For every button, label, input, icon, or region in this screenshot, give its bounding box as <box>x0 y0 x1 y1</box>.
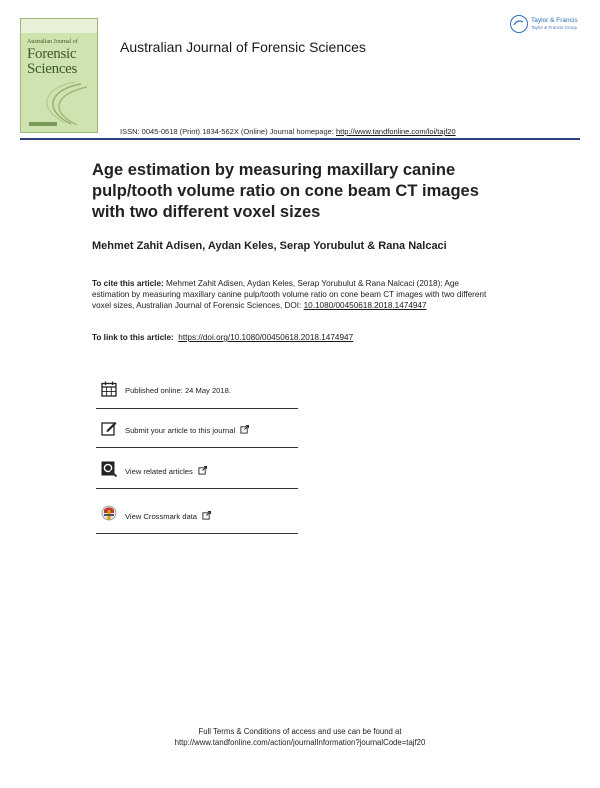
cover-title-line2: Sciences <box>27 61 78 77</box>
related-articles-row[interactable] <box>96 452 298 489</box>
cover-title <box>27 39 97 77</box>
crossmark-link[interactable] <box>125 511 211 521</box>
submit-article-row[interactable] <box>96 411 298 448</box>
article-link-line <box>92 333 353 342</box>
terms-footer <box>0 727 600 748</box>
header-divider <box>20 138 580 140</box>
external-link-icon <box>198 466 207 475</box>
cover-title-line1: Forensic <box>27 46 77 62</box>
journal-cover-image <box>20 18 98 133</box>
issn-line <box>120 127 456 136</box>
published-online-row <box>96 372 298 409</box>
submit-edit-icon <box>100 419 118 437</box>
citation-label: To cite this article: <box>92 279 164 288</box>
publisher-logo-text <box>531 17 578 31</box>
submit-article-link[interactable] <box>125 425 249 435</box>
related-articles-magnifier-icon <box>100 460 118 478</box>
article-title: Age estimation by measuring maxillary canine pulp/tooth volume ratio on cone beam CT images with two different voxel sizes <box>92 161 479 221</box>
cover-small-title: Australian Journal of <box>27 39 78 45</box>
citation-text: Mehmet Zahit Adisen, Aydan Keles, Serap Yorubulut & Rana Nalcaci (2018): Age estimation by measuring maxillary canine pulp/tooth volume ratio on cone beam CT images with two different voxel sizes, Australian Journal of Forensic Sciences, DOI: <box>92 279 487 310</box>
crossmark-text: View Crossmark data <box>125 512 198 521</box>
crossmark-row[interactable] <box>96 497 298 534</box>
cover-publisher-mark <box>29 122 57 126</box>
related-articles-link[interactable] <box>125 466 207 476</box>
footer-terms-url[interactable]: http://www.tandfonline.com/action/journalInformation?journalCode=tajf20 <box>174 737 426 747</box>
journal-homepage-link[interactable]: http://www.tandfonline.com/loi/tajf20 <box>335 127 456 136</box>
citation-block <box>92 279 492 311</box>
published-online-text: Published online: 24 May 2018. <box>125 386 231 395</box>
submit-article-text: Submit your article to this journal <box>125 426 236 435</box>
article-doi-url[interactable]: https://doi.org/10.1080/00450618.2018.1474947 <box>178 333 354 342</box>
crossmark-icon <box>100 505 118 523</box>
taylor-francis-logo[interactable] <box>510 15 582 39</box>
publisher-logo-icon <box>510 15 528 33</box>
cover-header-band <box>21 19 97 33</box>
article-link-label: To link to this article: <box>92 333 174 342</box>
citation-doi-link[interactable]: 10.1080/00450618.2018.1474947 <box>303 300 427 310</box>
publisher-sub: Taylor & Francis Group <box>531 25 578 31</box>
external-link-icon <box>202 511 211 520</box>
article-authors: Mehmet Zahit Adisen, Aydan Keles, Serap Yorubulut & Rana Nalcaci <box>92 240 447 252</box>
footer-terms-text: Full Terms & Conditions of access and use can be found at <box>198 727 402 736</box>
issn-text: ISSN: 0045-0618 (Print) 1834-562X (Online) Journal homepage: <box>120 127 334 136</box>
related-articles-text: View related articles <box>125 467 193 476</box>
journal-title[interactable]: Australian Journal of Forensic Sciences <box>120 39 366 55</box>
publisher-name: Taylor & Francis <box>531 17 578 24</box>
calendar-icon <box>100 380 118 398</box>
external-link-icon <box>240 425 249 434</box>
